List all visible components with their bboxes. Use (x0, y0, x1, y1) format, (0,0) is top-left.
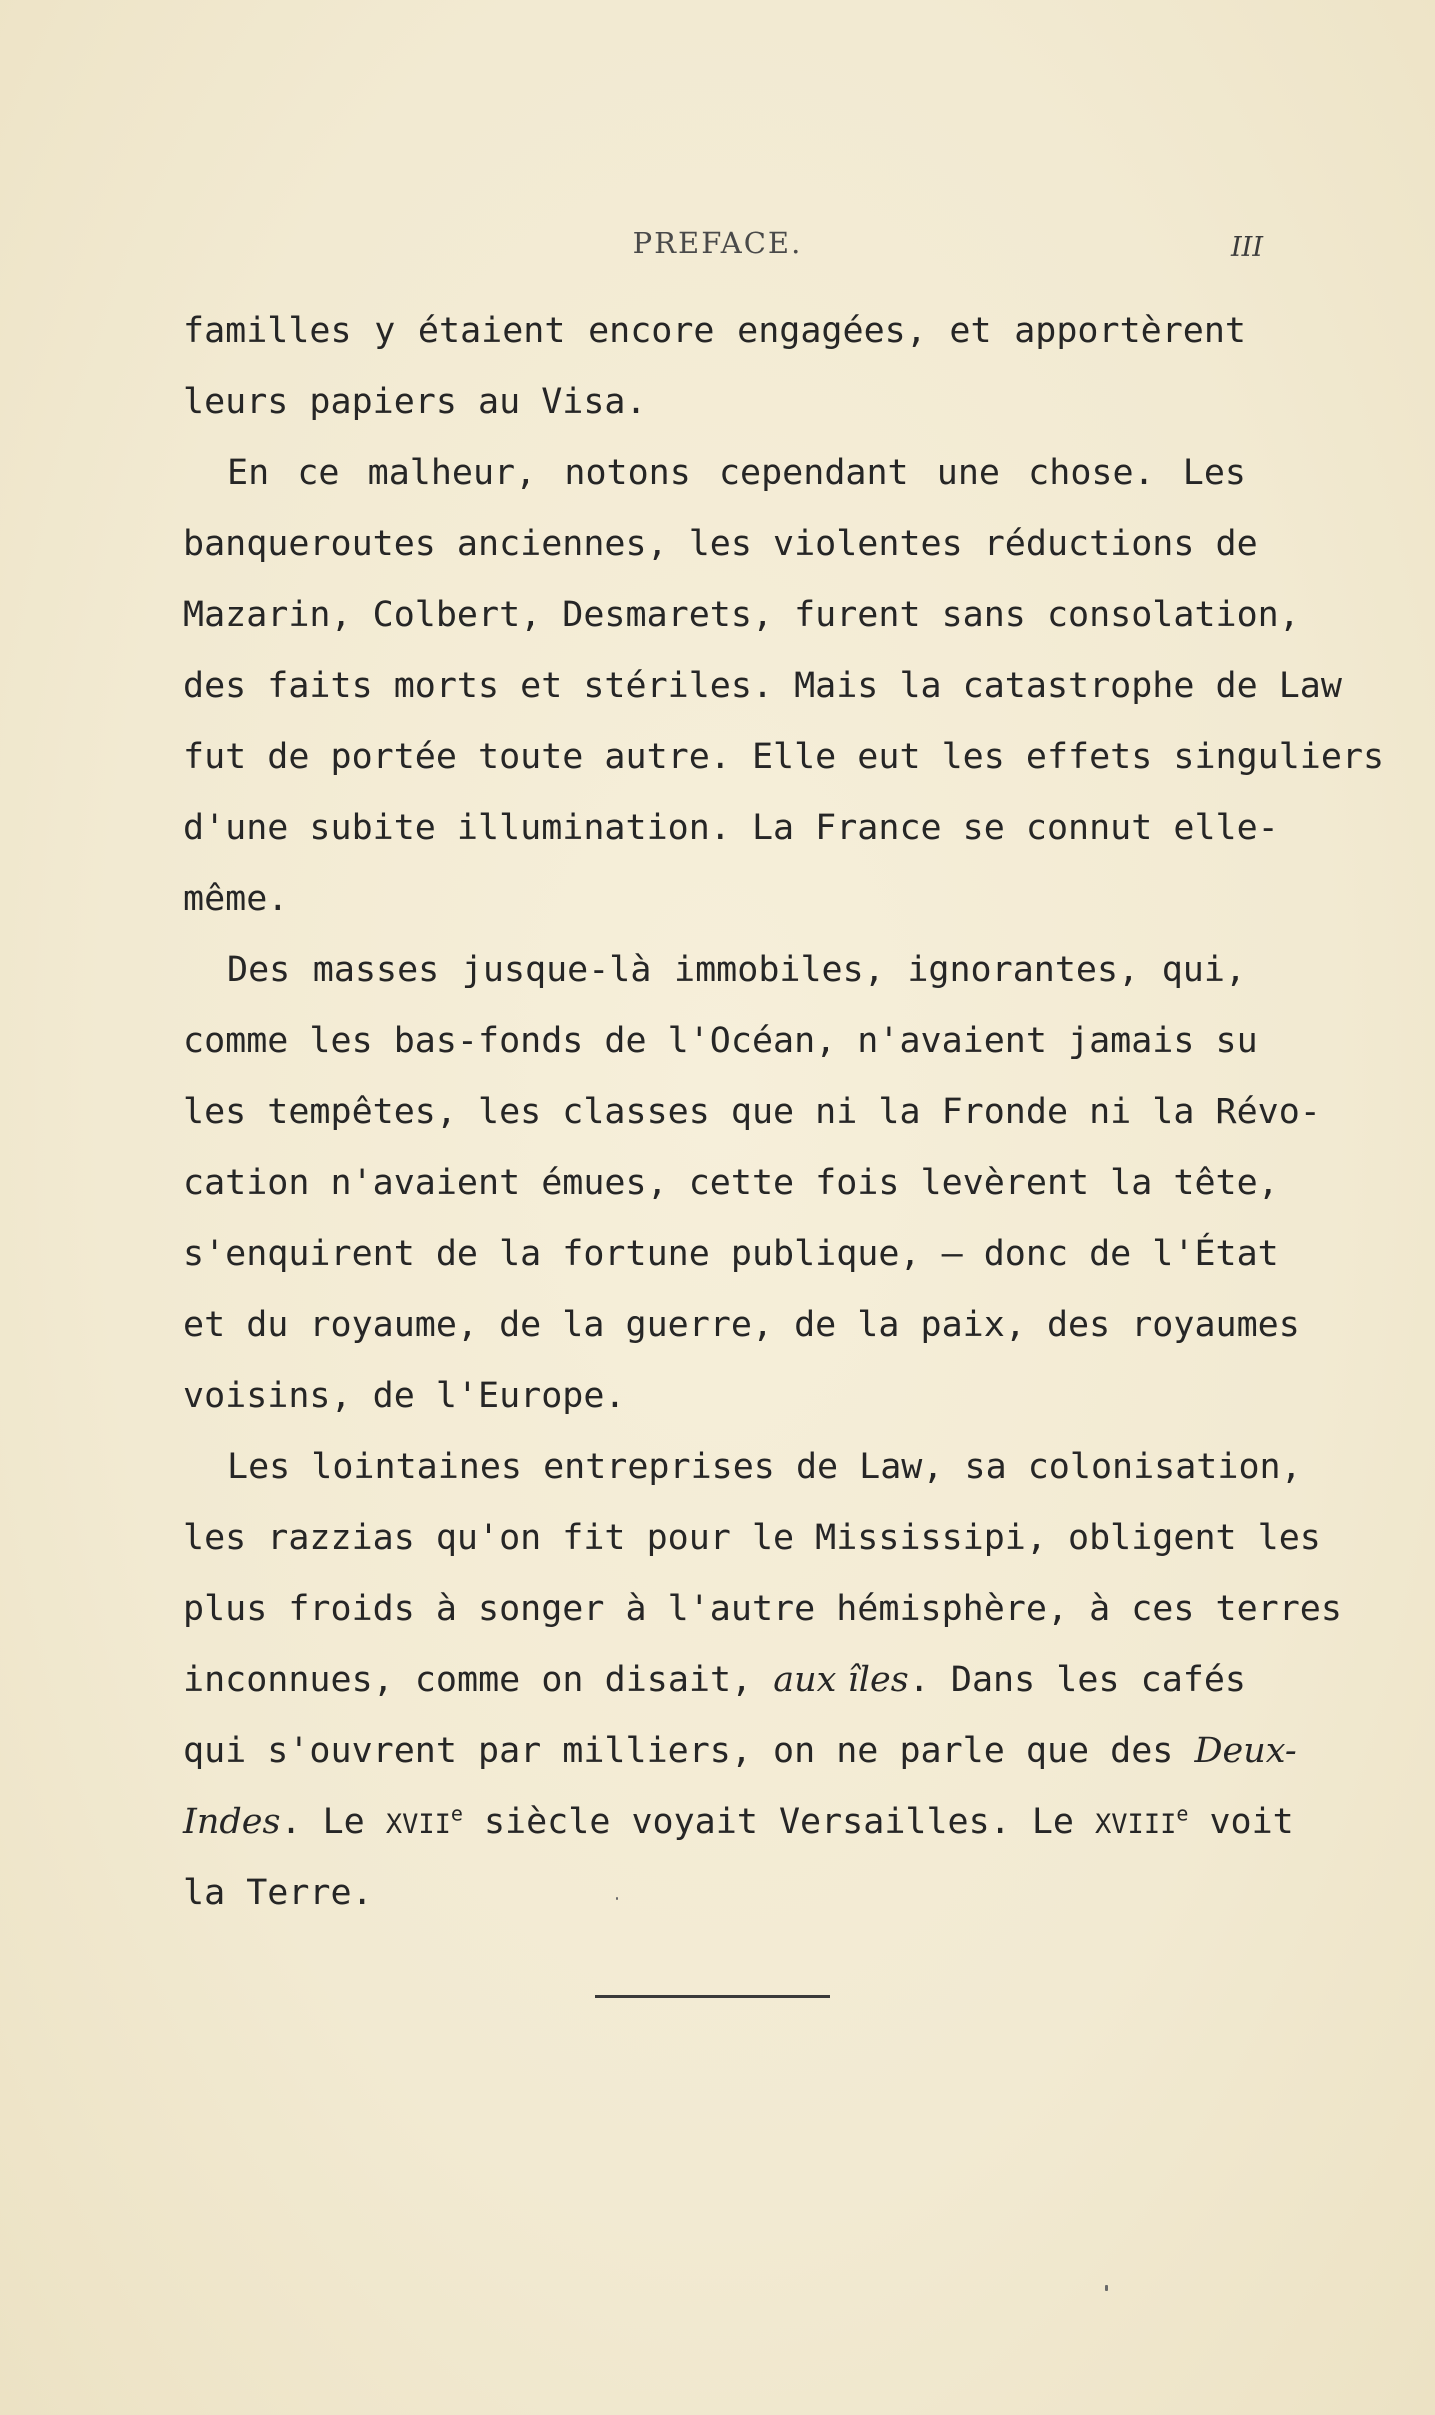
text-line: et du royaume, de la guerre, de la paix, des royaumes (183, 1305, 1300, 1345)
text-line: Mazarin, Colbert, Desmarets, furent sans consolation, (183, 595, 1300, 635)
century-numeral: XVIII (1095, 1809, 1177, 1840)
text-line: Des masses jusque-là immobiles, ignorantes, qui, (227, 950, 1246, 990)
body-text (183, 296, 1385, 1929)
text-line: même. (183, 879, 289, 919)
text-line: voisins, de l'Europe. (183, 1376, 626, 1416)
text-line: d'une subite illumination. La France se connut elle- (183, 808, 1279, 848)
text-line: des faits morts et stériles. Mais la catastrophe de Law (183, 666, 1342, 706)
text-line: la Terre. (183, 1873, 373, 1913)
text-line: banqueroutes anciennes, les violentes réductions de (183, 524, 1258, 564)
running-title: PREFACE. (632, 226, 803, 260)
superscript: e (1176, 1801, 1189, 1826)
text-fragment: . Dans les cafés (908, 1660, 1247, 1700)
text-line: les razzias qu'on fit pour le Mississipi, obligent les (183, 1518, 1321, 1558)
text-line: s'enquirent de la fortune publique, — donc de l'État (183, 1234, 1279, 1274)
text-line: Les lointaines entreprises de Law, sa colonisation, (227, 1447, 1302, 1487)
text-fragment: qui s'ouvrent par milliers, on ne parle que des (183, 1731, 1195, 1771)
text-line: En ce malheur, notons cependant une chose. Les (227, 453, 1246, 493)
text-line (183, 1716, 1297, 1787)
italic-phrase: Deux- (1194, 1731, 1297, 1771)
text-line: familles y étaient encore engagées, et apportèrent (183, 311, 1246, 351)
superscript: e (450, 1801, 463, 1826)
section-rule (595, 1995, 830, 1998)
text-line: fut de portée toute autre. Elle eut les effets singuliers (183, 737, 1385, 777)
text-line: les tempêtes, les classes que ni la Fronde ni la Révo- (183, 1092, 1321, 1132)
text-line (183, 1787, 1294, 1858)
text-fragment: . Le (280, 1802, 386, 1842)
text-line: leurs papiers au Visa. (183, 382, 647, 422)
text-line (183, 1645, 1246, 1716)
italic-phrase: Indes (183, 1802, 281, 1842)
text-fragment: siècle voyait Versailles. Le (462, 1802, 1096, 1842)
page-number: III (1231, 232, 1263, 263)
century-numeral: XVII (385, 1809, 451, 1840)
ink-speck (616, 1897, 618, 1900)
ink-speck (1105, 2285, 1108, 2291)
text-line: plus froids à songer à l'autre hémisphère, à ces terres (183, 1589, 1342, 1629)
italic-phrase: aux îles (773, 1660, 909, 1700)
text-fragment: voit (1188, 1802, 1294, 1842)
text-line: cation n'avaient émues, cette fois levèrent la tête, (183, 1163, 1279, 1203)
text-fragment: inconnues, comme on disait, (183, 1660, 774, 1700)
text-line: comme les bas-fonds de l'Océan, n'avaient jamais su (183, 1021, 1258, 1061)
page-header (0, 218, 1435, 268)
